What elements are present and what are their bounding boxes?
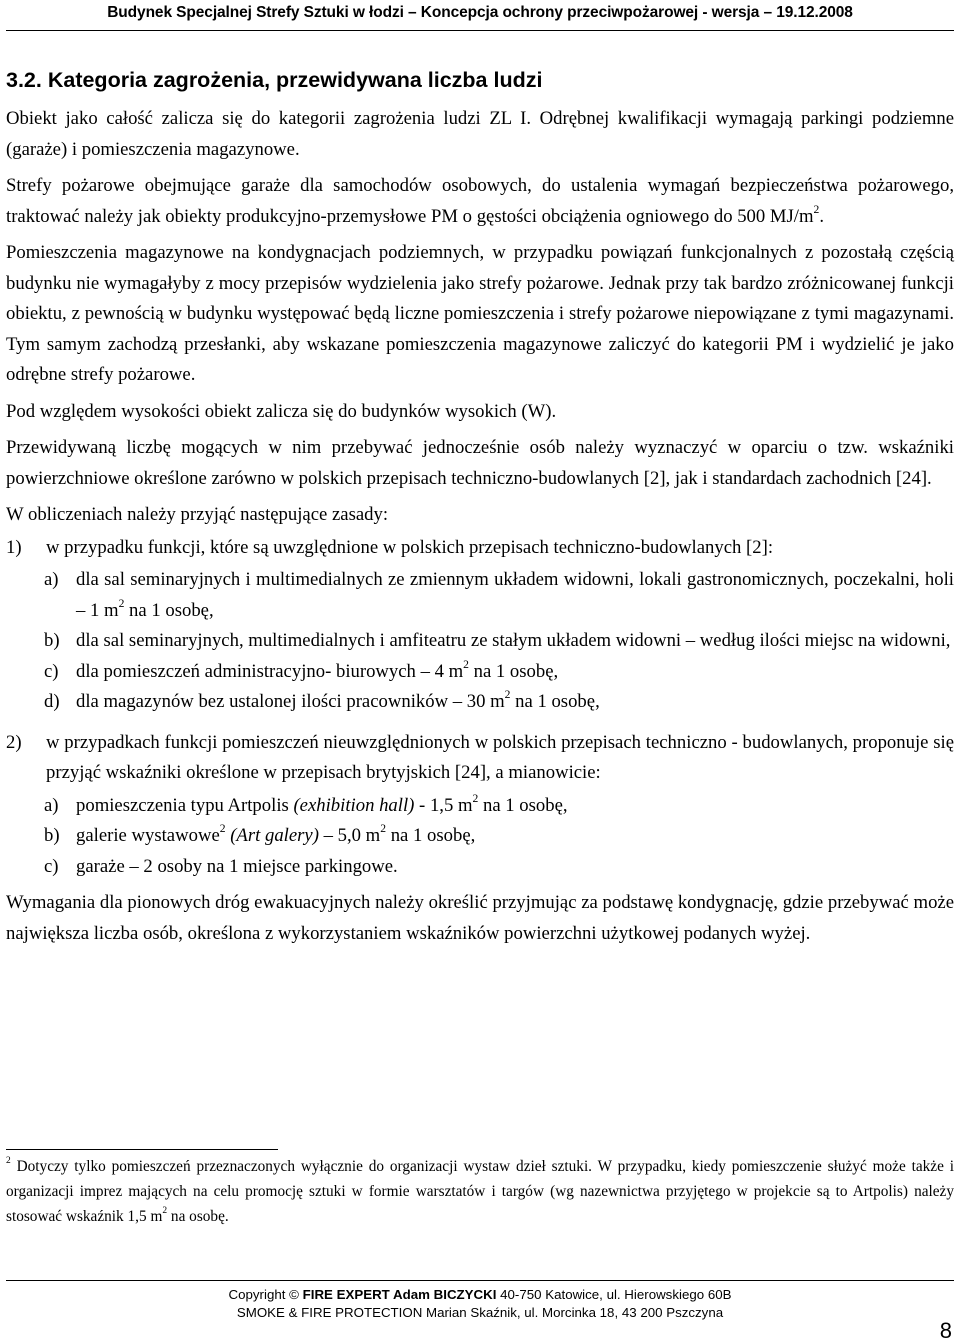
sub-list-item <box>44 657 954 688</box>
sub-item-value: - 1,5 m <box>414 794 473 816</box>
sub-item-text: dla sal seminaryjnych i multimedialnych ze zmiennym układem widowni, lokali gastronomicznych, poczekalni, holi – 1 m <box>76 569 954 621</box>
footnote-end: na osobę. <box>167 1208 229 1225</box>
paragraph-garages-text: Strefy pożarowe obejmujące garaże dla samochodów osobowych, do ustalenia wymagań bezpieczeństwa pożarowego, traktować należy jak obiekty produkcyjno-przemysłowe PM o gęstości obciążenia ogniowego do 500 MJ/m <box>6 175 954 227</box>
footer-line-1 <box>0 1286 960 1304</box>
paragraph-rules-intro: W obliczeniach należy przyjąć następujące zasady: <box>6 504 389 525</box>
paragraph-height: Pod względem wysokości obiekt zalicza się do budynków wysokich (W). <box>6 400 557 422</box>
paragraph-garages-end: . <box>819 205 824 227</box>
sub-item-text: galerie wystawowe <box>76 825 220 846</box>
sub-list-item <box>44 821 954 852</box>
footnote <box>6 1154 954 1229</box>
italic-term: (Art galery) <box>225 825 319 846</box>
paragraph-category: Obiekt jako całość zalicza się do kategorii zagrożenia ludzi ZL I. Odrębnej kwalifikacji wymagają parkingi podziemne (garaże) i pomieszczenia magazynowe. <box>6 108 954 160</box>
list-item-text: w przypadkach funkcji pomieszczeń nieuwzględnionych w polskich przepisach techniczno - budowlanych, proponuje się przyjąć wskaźniki określone w przepisach brytyjskich [24], a mianowicie: <box>46 731 954 783</box>
sub-marker: c) <box>44 855 59 877</box>
header-rule <box>6 30 954 31</box>
sub-item-end: na 1 osobę, <box>386 825 476 846</box>
sub-list-item <box>44 687 954 718</box>
sub-item-end: na 1 osobę, <box>478 794 568 816</box>
superscript: 2 <box>380 822 387 836</box>
list-item <box>6 728 954 883</box>
sub-item-text: dla sal seminaryjnych, multimedialnych i amfiteatru ze stałym układem widowni – według ilości miejsc na widowni, <box>76 630 951 651</box>
footnote-reference[interactable]: 2 <box>219 822 226 836</box>
superscript: 2 <box>162 1206 168 1217</box>
footnote-rule <box>6 1149 278 1150</box>
copyright-text: Copyright © <box>228 1287 303 1302</box>
sub-marker: a) <box>44 794 59 816</box>
footnote-text: Dotyczy tylko pomieszczeń przeznaczonych wyłącznie do organizacji wystaw dzieł sztuki. W przypadku, kiedy pomieszczenie służyć może także i organizacji imprez mających na celu promocję sztuki w formie warsztatów i targów (wg nazewnictwa przyjętego w projekcie są to Artpolis) należy stosować wskaźnik 1,5 m <box>6 1158 954 1225</box>
sub-item-end: na 1 osobę, <box>468 660 559 682</box>
superscript: 2 <box>118 596 125 610</box>
section-heading: 3.2. Kategoria zagrożenia, przewidywana liczba ludzi <box>6 68 543 92</box>
sub-list-item <box>44 626 954 657</box>
sub-list <box>46 791 954 883</box>
superscript: 2 <box>463 657 469 671</box>
sub-item-end: na 1 osobę, <box>510 691 600 712</box>
sub-item-text: dla pomieszczeń administracyjno- biurowych – 4 m <box>76 660 464 682</box>
footer-line-2: SMOKE & FIRE PROTECTION Marian Skaźnik, ul. Morcinka 18, 43 200 Pszczyna <box>236 1305 724 1320</box>
sub-marker: b) <box>44 630 60 651</box>
sub-item-value: – 5,0 m <box>318 825 381 846</box>
sub-list <box>46 565 954 718</box>
sub-list-item <box>44 791 954 822</box>
footer-rule <box>6 1280 954 1281</box>
sub-marker: b) <box>44 825 60 846</box>
paragraph-garages <box>6 171 954 232</box>
running-header: Budynek Specjalnej Strefy Sztuki w łodzi – Koncepcja ochrony przeciwpożarowej - wersja – 19.12.2008 <box>107 4 853 21</box>
sub-list-item <box>44 852 954 883</box>
company-address: 40-750 Katowice, ul. Hierowskiego 60B <box>496 1287 732 1302</box>
paragraph-storage: Pomieszczenia magazynowe na kondygnacjach podziemnych, w przypadku powiązań funkcjonalnych z pozostałą częścią budynku nie wymagałyby z mocy przepisów wydzielenia jako strefy pożarowe. Jednak przy tak bardzo zróżnicowanej funkcji obiektu, z pewnością w budynku występować będą liczne pomieszczenia i strefy pożarowe niepowiązane z tymi magazynami. Tym samym zachodzą przesłanki, aby wskazane pomieszczenia magazynowe zaliczyć do kategorii PM i wydzielić je jako odrębne strefy pożarowe. <box>6 242 954 385</box>
sub-item-text: pomieszczenia typu Artpolis <box>76 794 294 816</box>
sub-item-text: dla magazynów bez ustalonej ilości pracowników – 30 m <box>76 691 505 712</box>
sub-list-item <box>44 565 954 626</box>
company-name: FIRE EXPERT Adam BICZYCKI <box>302 1287 497 1302</box>
superscript: 2 <box>472 791 479 805</box>
rules-list <box>6 533 954 883</box>
paragraph-occupancy: Przewidywaną liczbę mogących w nim przebywać jednocześnie osób należy wyznaczyć w oparciu o tzw. wskaźniki powierzchniowe określone zarówno w polskich przepisach techniczno-budowlanych [2], jak i standardach zachodnich [24]. <box>6 437 954 489</box>
italic-term: (exhibition hall) <box>293 794 415 816</box>
sub-marker: d) <box>44 691 60 712</box>
body-content <box>6 64 954 955</box>
superscript: 2 <box>504 688 511 702</box>
sub-marker: a) <box>44 569 59 590</box>
sub-item-end: na 1 osobę, <box>124 599 214 621</box>
superscript: 2 <box>813 202 820 216</box>
page-number: 8 <box>939 1318 952 1343</box>
list-item-text: w przypadku funkcji, które są uwzględnione w polskich przepisach techniczno-budowlanych [2]: <box>46 536 774 558</box>
list-marker: 2) <box>6 731 22 753</box>
footnote-number: 2 <box>6 1156 11 1167</box>
list-marker: 1) <box>6 536 22 558</box>
paragraph-evacuation: Wymagania dla pionowych dróg ewakuacyjnych należy określić przyjmując za podstawę kondygnację, gdzie przebywać może największa liczba osób, określona z wykorzystaniem wskaźników powierzchni użytkowej podanych wyżej. <box>6 892 954 944</box>
sub-item-text: garaże – 2 osoby na 1 miejsce parkingowe. <box>76 855 398 877</box>
list-item <box>6 533 954 718</box>
sub-marker: c) <box>44 660 59 682</box>
